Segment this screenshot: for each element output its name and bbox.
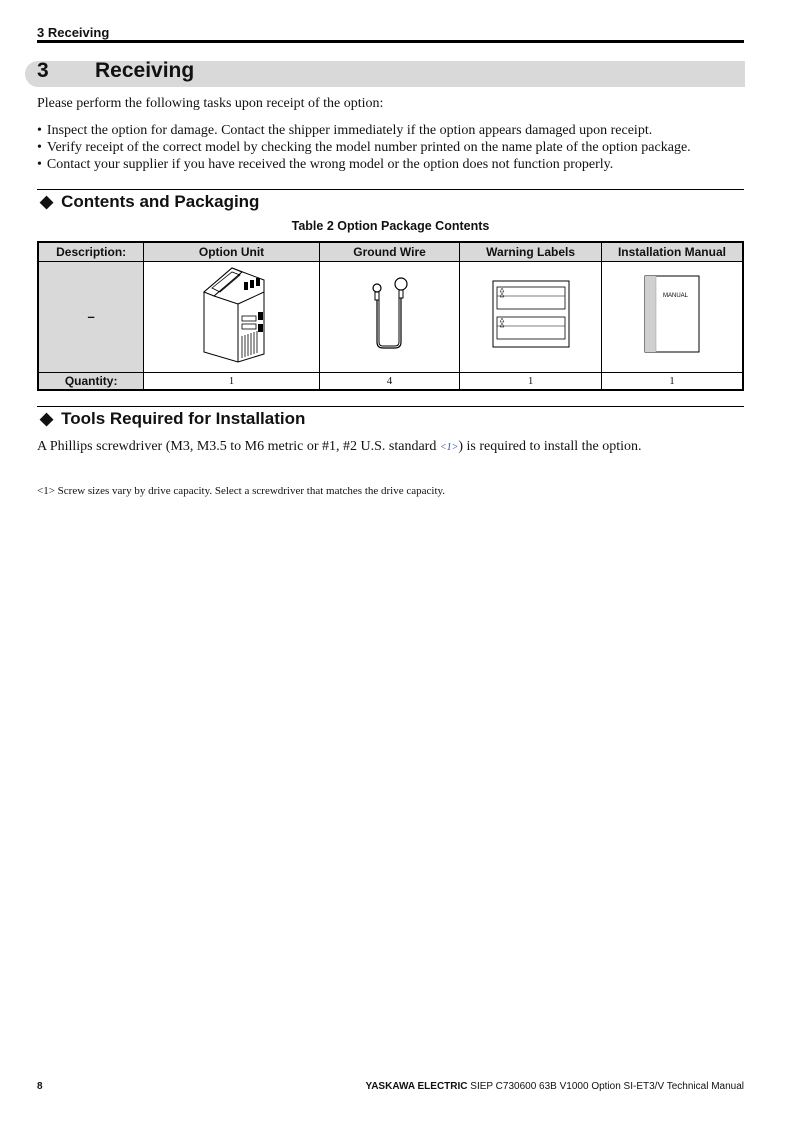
section-heading-contents [40, 192, 259, 212]
table-header: Option Unit [144, 242, 319, 261]
list-item: • Contact your supplier if you have received the wrong model or the option does not function properly. [37, 156, 691, 173]
footer-doc: SIEP C730600 63B V1000 Option SI-ET3/V Technical Manual [467, 1081, 744, 1092]
warning-labels-image [460, 261, 602, 372]
tools-text-after: ) is required to install the option. [458, 439, 642, 454]
list-item: • Verify receipt of the correct model by checking the model number printed on the name plate of the option package. [37, 139, 691, 156]
chapter-number: 3 [37, 59, 49, 82]
manual-label: MANUAL [662, 293, 688, 299]
option-package-table [37, 241, 744, 391]
section-title: Contents and Packaging [61, 192, 260, 211]
section-title: Tools Required for Installation [61, 409, 306, 428]
quantity-cell: 1 [144, 372, 319, 390]
option-unit-image [144, 261, 319, 372]
quantity-cell: 1 [601, 372, 743, 390]
footer-document-title [365, 1081, 744, 1092]
option-unit-illustration [192, 264, 272, 364]
diamond-bullet-icon: ◆ [40, 192, 54, 211]
table-header: Warning Labels [460, 242, 602, 261]
quantity-cell: 4 [319, 372, 460, 390]
quantity-label: Quantity: [38, 372, 144, 390]
receipt-task-list [37, 122, 691, 173]
warning-labels-illustration [492, 280, 570, 348]
table-header: Installation Manual [601, 242, 743, 261]
chapter-title: Receiving [95, 59, 195, 82]
footnote: <1> Screw sizes vary by drive capacity. Select a screwdriver that matches the drive capacity. [37, 485, 446, 497]
table-title: Table 2 Option Package Contents [291, 219, 490, 233]
running-head: 3 Receiving [37, 25, 110, 40]
table-header: Ground Wire [319, 242, 460, 261]
section-rule [37, 406, 744, 407]
ground-wire-illustration [360, 274, 420, 354]
tools-paragraph [37, 439, 642, 455]
table-row [38, 261, 743, 372]
table-row [38, 372, 743, 390]
ground-wire-image [319, 261, 460, 372]
diamond-bullet-icon: ◆ [40, 409, 54, 428]
installation-manual-image [601, 261, 743, 372]
footer-brand: YASKAWA ELECTRIC [365, 1081, 468, 1092]
description-dash: – [38, 261, 144, 372]
page-number: 8 [37, 1081, 43, 1092]
list-item: • Inspect the option for damage. Contact the shipper immediately if the option appears damaged upon receipt. [37, 122, 691, 139]
footnote-reference-link[interactable]: <1> [439, 442, 459, 453]
manual-illustration [644, 275, 700, 353]
tools-text-before: A Phillips screwdriver (M3, M3.5 to M6 metric or #1, #2 U.S. standard [37, 439, 440, 454]
section-rule [37, 189, 744, 190]
header-rule [37, 40, 744, 43]
section-heading-tools [40, 409, 305, 429]
intro-text: Please perform the following tasks upon receipt of the option: [37, 96, 384, 111]
table-header: Description: [38, 242, 144, 261]
quantity-cell: 1 [460, 372, 602, 390]
